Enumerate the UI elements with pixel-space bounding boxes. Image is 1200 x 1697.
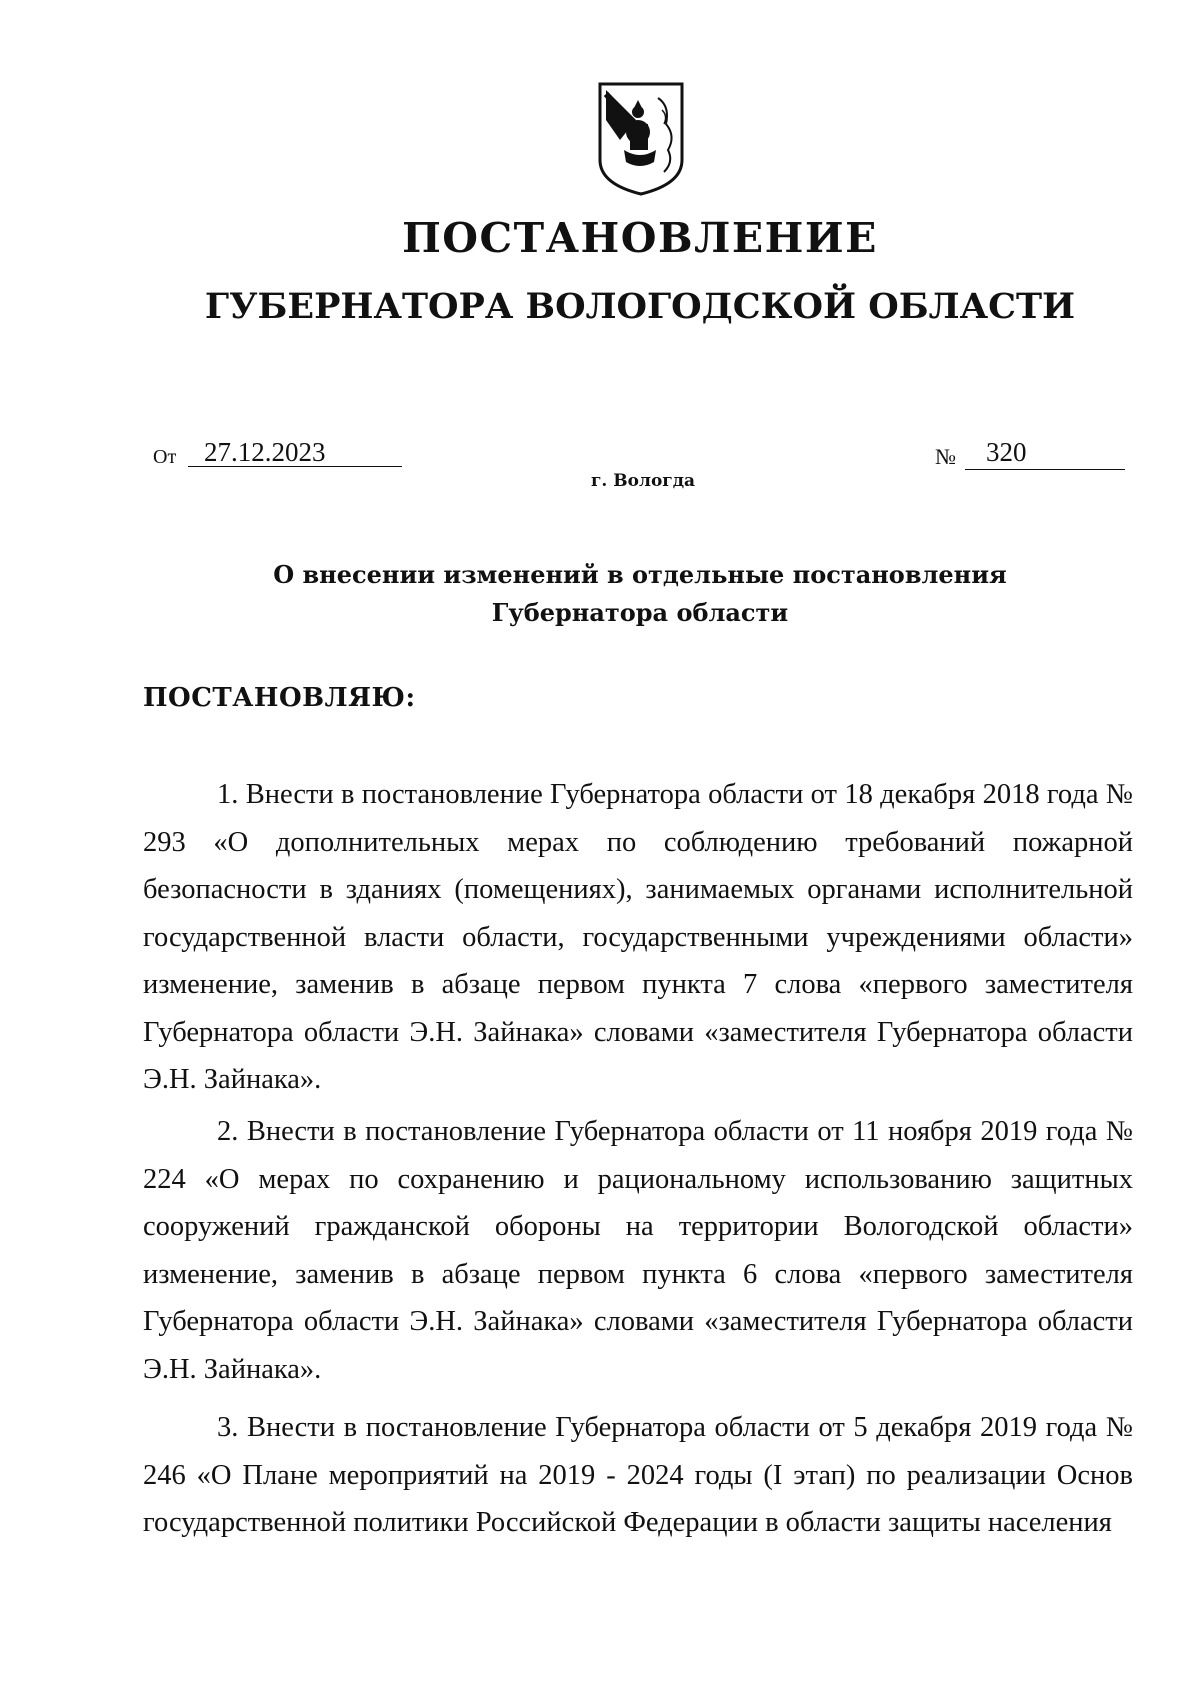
document-subject [40, 556, 1200, 632]
subject-line-1: О внесении изменений в отдельные постановления [273, 560, 1007, 589]
paragraph-1: 1. Внести в постановление Губернатора области от 18 декабря 2018 года № 293 «О дополнительных мерах по соблюдению требований пожарной безопасности в зданиях (помещениях), занимаемых органами исполнительной государственной власти области, государственными учреждениями области» изменение, заменив в абзаце первом пункта 7 слова «первого заместителя Губернатора области Э.Н. Зайнака» словами «заместителя Губернатора области Э.Н. Зайнака». [143, 779, 1133, 1095]
number-underline [965, 469, 1125, 470]
document-title: ПОСТАНОВЛЕНИЕ [402, 214, 878, 262]
paragraph-3: 3. Внести в постановление Губернатора области от 5 декабря 2019 года № 246 «О Плане мероприятий на 2019 - 2024 годы (I этап) по реализации Основ государственной политики Российской Федерации в области защиты населения [143, 1412, 1133, 1538]
document-number: 320 [986, 437, 1027, 467]
number-prefix: № [935, 444, 956, 469]
paragraph-2: 2. Внести в постановление Губернатора области от 11 ноября 2019 года № 224 «О мерах по сохранению и рациональному использованию защитных сооружений гражданской обороны на территории Вологодской области» изменение, заменив в абзаце первом пункта 6 слова «первого заместителя Губернатора области Э.Н. Зайнака» словами «заместителя Губернатора области Э.Н. Зайнака». [143, 1116, 1133, 1385]
document-subtitle: ГУБЕРНАТОРА ВОЛОГОДСКОЙ ОБЛАСТИ [204, 286, 1076, 327]
date-prefix: От [153, 446, 177, 468]
coat-of-arms-icon [596, 80, 686, 198]
subject-line-2: Губернатора области [491, 598, 789, 627]
document-date: 27.12.2023 [204, 437, 326, 467]
decree-heading: ПОСТАНОВЛЯЮ: [143, 683, 416, 713]
document-city: г. Вологда [591, 471, 696, 491]
date-underline [188, 466, 402, 467]
